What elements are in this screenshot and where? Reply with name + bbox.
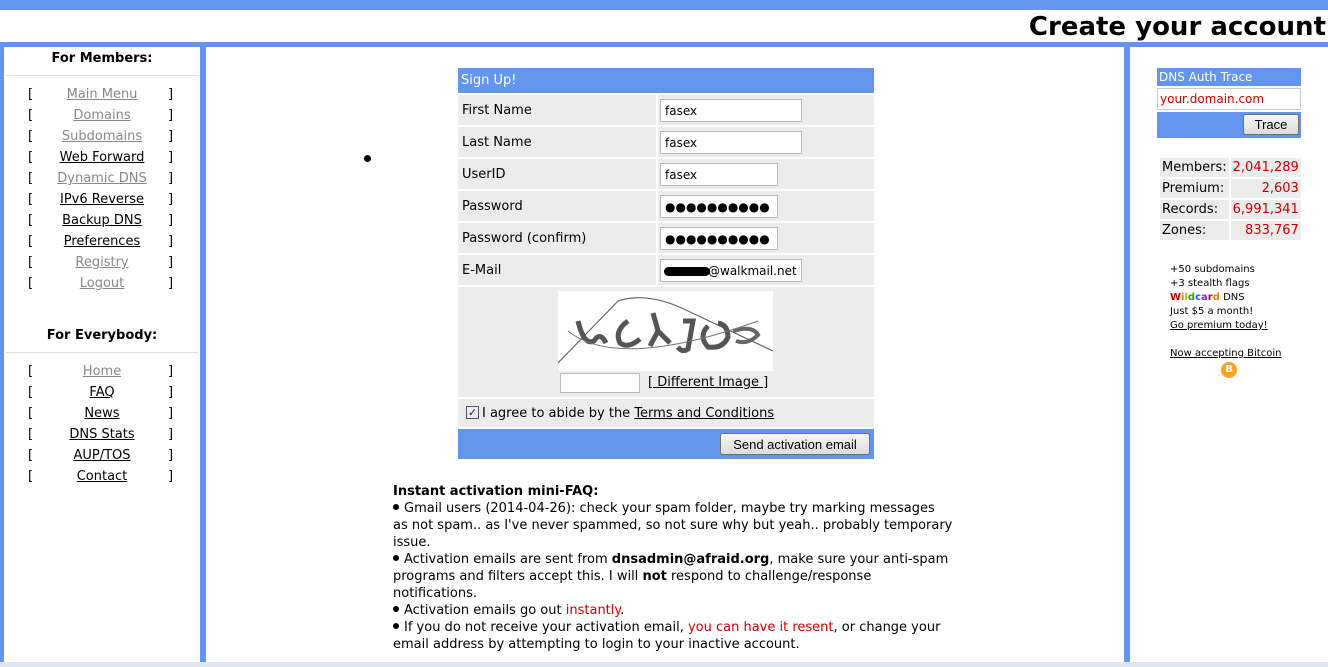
divider [6,352,198,353]
faq-item [393,619,953,653]
password-confirm-row [458,223,874,253]
bracket-left: [ [28,171,34,186]
faq-item-text: Gmail users (2014-04-26): check your spam folder, maybe try marking messages as not spam.. as I've never spammed, so not sure why but yeah.. probably temporary issue. [393,501,953,550]
nav-link[interactable]: Backup DNS [62,213,142,228]
agree-text: I agree to abide by the [482,406,631,421]
stats-row [1160,158,1301,177]
right-sidebar [1130,47,1328,667]
first-name-label: First Name [462,103,532,118]
nav-link[interactable]: Contact [76,469,128,484]
trace-button[interactable]: Trace [1243,114,1299,135]
password-label: Password [462,199,523,214]
bullet [393,504,399,510]
left-sidebar [4,47,200,667]
bracket-left: [ [28,87,34,102]
userid-input[interactable] [660,163,778,186]
agree-checkbox[interactable]: ✓ [467,406,478,419]
different-image-link[interactable]: [ Different Image ] [648,375,769,390]
bracket-right: ] [168,150,174,165]
main-content [206,47,1124,667]
instantly-text: instantly [565,603,621,618]
bracket-left: [ [28,234,34,249]
bracket-right: ] [168,234,174,249]
sidebar-item-logout [4,273,200,294]
page-title: Create your account [1028,12,1326,42]
promo-line: +50 subdomains [1170,264,1255,275]
sidebar-item-home [4,361,200,382]
top-border [0,0,1328,10]
bracket-right: ] [168,364,174,379]
bullet [393,606,399,612]
bracket-left: [ [28,108,34,123]
bullet [393,555,399,561]
password-confirm-label: Password (confirm) [462,231,587,246]
sidebar-item-preferences [4,231,200,252]
members-nav [4,84,200,294]
bracket-left: [ [28,213,34,228]
stat-label: Premium: [1160,179,1229,198]
sidebar-item-dns-stats [4,424,200,445]
userid-row [458,159,874,189]
divider [6,75,198,76]
cell-divider [656,255,658,285]
emphasis-not: not [642,569,667,584]
stats-row [1160,179,1301,198]
sidebar-item-aup-tos [4,445,200,466]
signup-heading: Sign Up! [458,68,874,93]
bracket-right: ] [168,276,174,291]
bracket-left: [ [28,364,34,379]
terms-link[interactable]: Terms and Conditions [634,406,775,421]
bracket-right: ] [168,385,174,400]
stats-row [1160,221,1301,240]
agree-text-wrap [482,406,774,421]
nav-link[interactable]: IPv6 Reverse [59,192,145,207]
sidebar-item-main-menu [4,84,200,105]
sidebar-item-faq [4,382,200,403]
last-name-row [458,127,874,157]
nav-link[interactable]: Subdomains [61,129,143,144]
password-confirm-input[interactable] [660,227,778,250]
stats-table [1158,156,1303,242]
sidebar-item-subdomains [4,126,200,147]
dns-trace-box [1157,68,1301,138]
nav-link[interactable]: Home [82,364,122,379]
faq-section [393,483,953,653]
stat-label: Members: [1162,160,1227,175]
bracket-left: [ [28,255,34,270]
nav-link[interactable]: Dynamic DNS [57,171,147,186]
faq-item-text: respond to challenge/response notifications. [393,569,872,601]
bracket-right: ] [168,192,174,207]
bitcoin-link[interactable]: Now accepting Bitcoin [1170,348,1282,359]
faq-item [393,500,953,551]
faq-item-text: Activation emails are sent from [404,552,608,567]
signup-form [458,68,874,459]
last-name-label: Last Name [462,135,532,150]
bracket-right: ] [168,213,174,228]
promo-line [1170,291,1268,305]
first-name-row [458,95,874,125]
bracket-right: ] [168,406,174,421]
bracket-left: [ [28,129,34,144]
stat-value: 2,603 [1231,179,1301,198]
dns-text: DNS [1223,292,1245,303]
go-premium-link[interactable]: Go premium today! [1170,320,1268,331]
redaction-mark [664,267,710,276]
resend-link[interactable]: you can have it resent [687,620,834,635]
bracket-left: [ [28,406,34,421]
bracket-right: ] [168,448,174,463]
bracket-left: [ [28,276,34,291]
trace-bar [1157,112,1301,138]
cell-divider [656,191,658,221]
sidebar-item-news [4,403,200,424]
faq-title: Instant activation mini-FAQ: [393,484,599,499]
stat-label: Records: [1160,200,1229,219]
bracket-right: ] [168,108,174,123]
stat-label: Zones: [1160,221,1229,240]
bracket-left: [ [28,427,34,442]
bracket-left: [ [28,385,34,400]
email-label: E-Mail [462,263,502,278]
password-input[interactable] [660,195,778,218]
promo-line: +3 stealth flags [1170,278,1250,289]
stat-value: 833,767 [1231,221,1301,240]
nav-link[interactable]: Main Menu [66,87,138,102]
nav-link[interactable]: DNS Stats [69,427,135,442]
stat-value: 6,991,341 [1232,202,1299,217]
cell-divider [656,95,658,125]
bracket-left: [ [28,192,34,207]
nav-link[interactable]: Web Forward [59,150,145,165]
trace-domain-input[interactable] [1157,88,1301,110]
first-name-input[interactable] [660,99,802,122]
sidebar-item-registry [4,252,200,273]
stats-body [1160,158,1301,240]
email-row [458,255,874,285]
bracket-left: [ [28,150,34,165]
faq-item [393,602,953,619]
email-visible-text: @walkmail.net [708,264,797,278]
stat-value: 2,041,289 [1232,160,1299,175]
bracket-right: ] [168,469,174,484]
wildcard-text: Wildcard [1170,292,1220,303]
send-activation-button[interactable]: Send activation email [720,433,870,455]
signup-footer [458,429,874,459]
bracket-left: [ [28,469,34,484]
bracket-right: ] [168,129,174,144]
nav-link[interactable]: AUP/TOS [73,448,131,463]
bracket-right: ] [168,255,174,270]
sidebar-item-ipv6-reverse [4,189,200,210]
agree-row [458,399,874,427]
bracket-right: ] [168,171,174,186]
captcha-row [458,287,874,397]
nav-link[interactable]: FAQ [89,385,115,400]
faq-item-text: , make sure your anti-spam programs and filters accept this. I will [393,552,949,584]
captcha-input[interactable] [560,373,640,393]
admin-email: dnsadmin@afraid.org [611,552,770,567]
sidebar-item-backup-dns [4,210,200,231]
nav-link[interactable]: News [84,406,120,421]
bracket-left: [ [28,448,34,463]
cell-divider [656,127,658,157]
sidebar-item-contact [4,466,200,487]
bullet [364,155,371,162]
nav-link[interactable]: Preferences [63,234,141,249]
taskbar-strip [0,662,1328,667]
stats-row [1160,200,1301,219]
faq-item-text: Activation emails go out [404,603,562,618]
nav-link[interactable]: Domains [73,108,131,123]
sidebar-item-dynamic-dns [4,168,200,189]
sidebar-item-web-forward [4,147,200,168]
bullet [393,623,399,629]
captcha-image [558,291,773,371]
bracket-right: ] [168,427,174,442]
faq-item-text: . [620,603,625,618]
promo-line: Just $5 a month! [1170,306,1254,317]
last-name-input[interactable] [660,131,802,154]
trace-title: DNS Auth Trace [1157,68,1301,86]
bracket-right: ] [168,87,174,102]
nav-link[interactable]: Logout [79,276,125,291]
password-row [458,191,874,221]
everybody-heading: For Everybody: [46,328,158,343]
header [0,10,1328,42]
userid-label: UserID [462,167,506,182]
cell-divider [656,159,658,189]
cell-divider [656,223,658,253]
bitcoin-icon: B [1221,362,1237,378]
everybody-nav [4,361,200,487]
faq-item [393,551,953,602]
faq-item-text: , or change your email address by attempting to login to your inactive account. [393,620,941,652]
sidebar-item-domains [4,105,200,126]
faq-item-text: If you do not receive your activation email, [404,620,684,635]
nav-link[interactable]: Registry [75,255,129,270]
members-heading: For Members: [51,51,153,66]
premium-promo [1170,263,1268,333]
